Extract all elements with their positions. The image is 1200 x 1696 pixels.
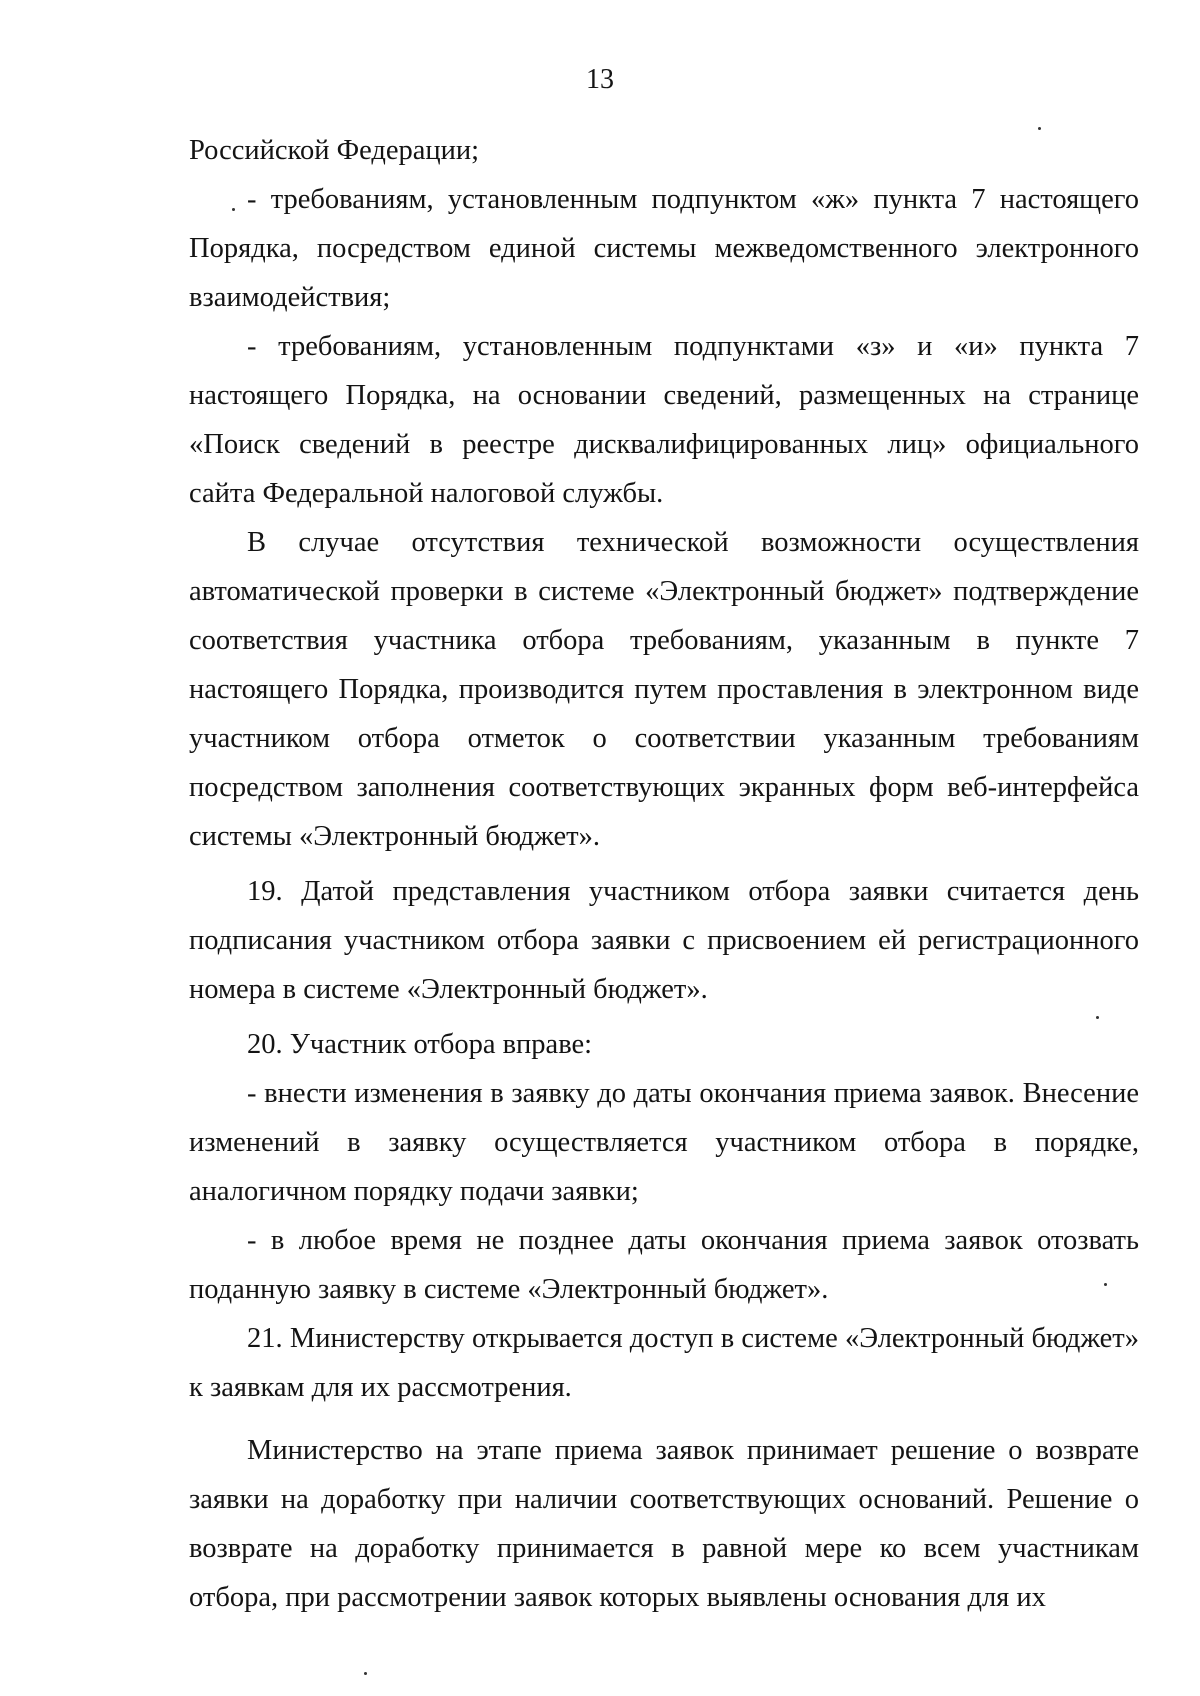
paragraph-ministry-return: Министерство на этапе приема заявок принимает решение о возврате заявки на доработку при наличии соответствующих оснований. Решение о возврате на доработку принимается в равной мере ко всем участникам отбора, при рассмотрении заявок которых выявлены основания для их: [189, 1435, 1139, 1613]
paragraph-continuation: Российской Федерации;: [189, 135, 480, 166]
paragraph-no-technical-possibility: В случае отсутствия технической возможности осуществления автоматической проверки в системе «Электронный бюджет» подтверждение соответствия участника отбора требованиям, указанным в пункте 7 настоящего Порядка, производится путем проставления в электронном виде участником отбора отметок о соответствии указанным требованиям посредством заполнения соответствующих экранных форм веб-интерфейса системы «Электронный бюджет».: [189, 527, 1139, 852]
paragraph-item-20-withdraw: - в любое время не позднее даты окончания приема заявок отозвать поданную заявку в системе «Электронный бюджет».: [189, 1225, 1139, 1305]
scan-speck: [364, 1672, 367, 1675]
body-text: [189, 126, 1139, 1622]
scan-speck: [1104, 1283, 1107, 1286]
scan-speck: [1038, 127, 1041, 130]
paragraph-item-20-change: - внести изменения в заявку до даты окончания приема заявок. Внесение изменений в заявку осуществляется участником отбора в порядке, аналогичном порядку подачи заявки;: [189, 1078, 1139, 1207]
paragraph-item-20: 20. Участник отбора вправе:: [247, 1029, 593, 1060]
scan-speck: [232, 208, 235, 211]
page-number: 13: [586, 64, 614, 95]
paragraph-requirement-zh: - требованиям, установленным подпунктом «ж» пункта 7 настоящего Порядка, посредством единой системы межведомственного электронного взаимодействия;: [189, 184, 1139, 313]
paragraph-requirement-z-i: - требованиям, установленным подпунктами «з» и «и» пункта 7 настоящего Порядка, на основании сведений, размещенных на странице «Поиск сведений в реестре дисквалифицированных лиц» официального сайта Федеральной налоговой службы.: [189, 331, 1139, 509]
paragraph-item-19: 19. Датой представления участником отбора заявки считается день подписания участником отбора заявки с присвоением ей регистрационного номера в системе «Электронный бюджет».: [189, 876, 1139, 1005]
paragraph-item-21: 21. Министерству открывается доступ в системе «Электронный бюджет» к заявкам для их рассмотрения.: [189, 1323, 1139, 1403]
scan-speck: [1096, 1016, 1099, 1019]
